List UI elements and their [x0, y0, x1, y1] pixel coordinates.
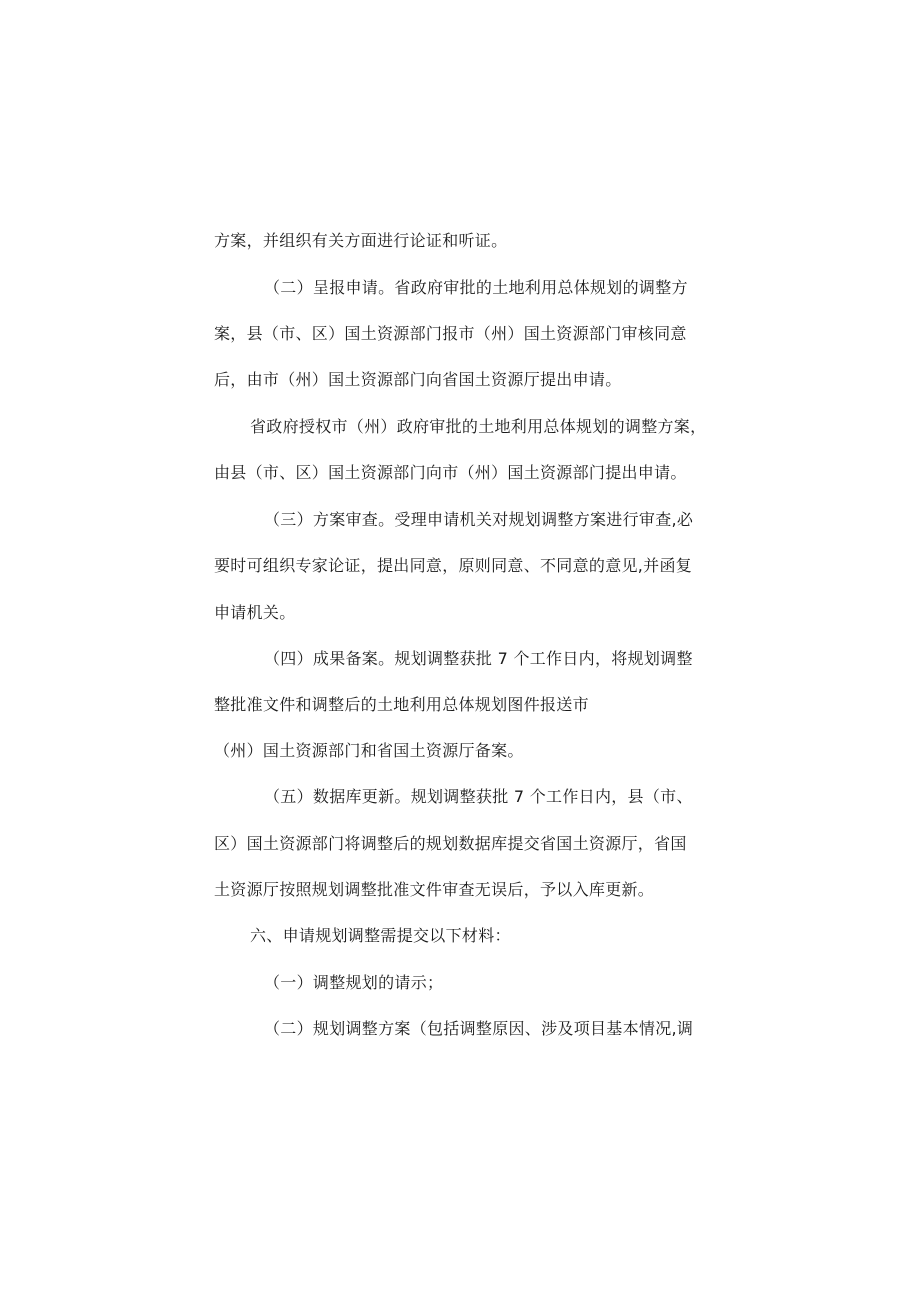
text-line: 六、申请规划调整需提交以下材料： — [250, 926, 511, 945]
text-line: 区）国土资源部门将调整后的规划数据库提交省国土资源厅，省国 — [214, 834, 687, 853]
text-line: 由县（市、区）国土资源部门向市（州）国土资源部门提出申请。 — [214, 463, 687, 482]
text-line: （州）国土资源部门和省国土资源厅备案。 — [214, 741, 524, 760]
text-line: 省政府授权市（州）政府审批的土地利用总体规划的调整方案， — [250, 417, 707, 436]
text-line: 整批准文件和调整后的土地利用总体规划图件报送市 — [214, 695, 589, 714]
text-line: 案，县（市、区）国土资源部门报市（州）国土资源部门审核同意 — [214, 324, 687, 343]
text-line: （四）成果备案。规划调整获批 7 个工作日内，将规划调整 — [264, 649, 693, 668]
text-line: 后，由市（州）国土资源部门向省国土资源厅提出申请。 — [214, 370, 622, 389]
text-line: （五）数据库更新。规划调整获批 7 个工作日内，县（市、 — [264, 787, 693, 806]
text-line: 要时可组织专家论证，提出同意，原则同意、不同意的意见,并函复 — [214, 556, 693, 575]
text-line: （一）调整规划的请示； — [264, 973, 444, 992]
text-line: （三）方案审查。受理申请机关对规划调整方案进行审查,必 — [264, 510, 694, 529]
text-line: （二）规划调整方案（包括调整原因、涉及项目基本情况,调 — [264, 1019, 694, 1038]
text-line: 方案，并组织有关方面进行论证和听证。 — [214, 231, 508, 250]
text-line: （二）呈报申请。省政府审批的土地利用总体规划的调整方 — [264, 278, 688, 297]
text-line: 申请机关。 — [214, 603, 296, 622]
text-line: 土资源厅按照规划调整批准文件审查无误后，予以入库更新。 — [214, 880, 655, 899]
